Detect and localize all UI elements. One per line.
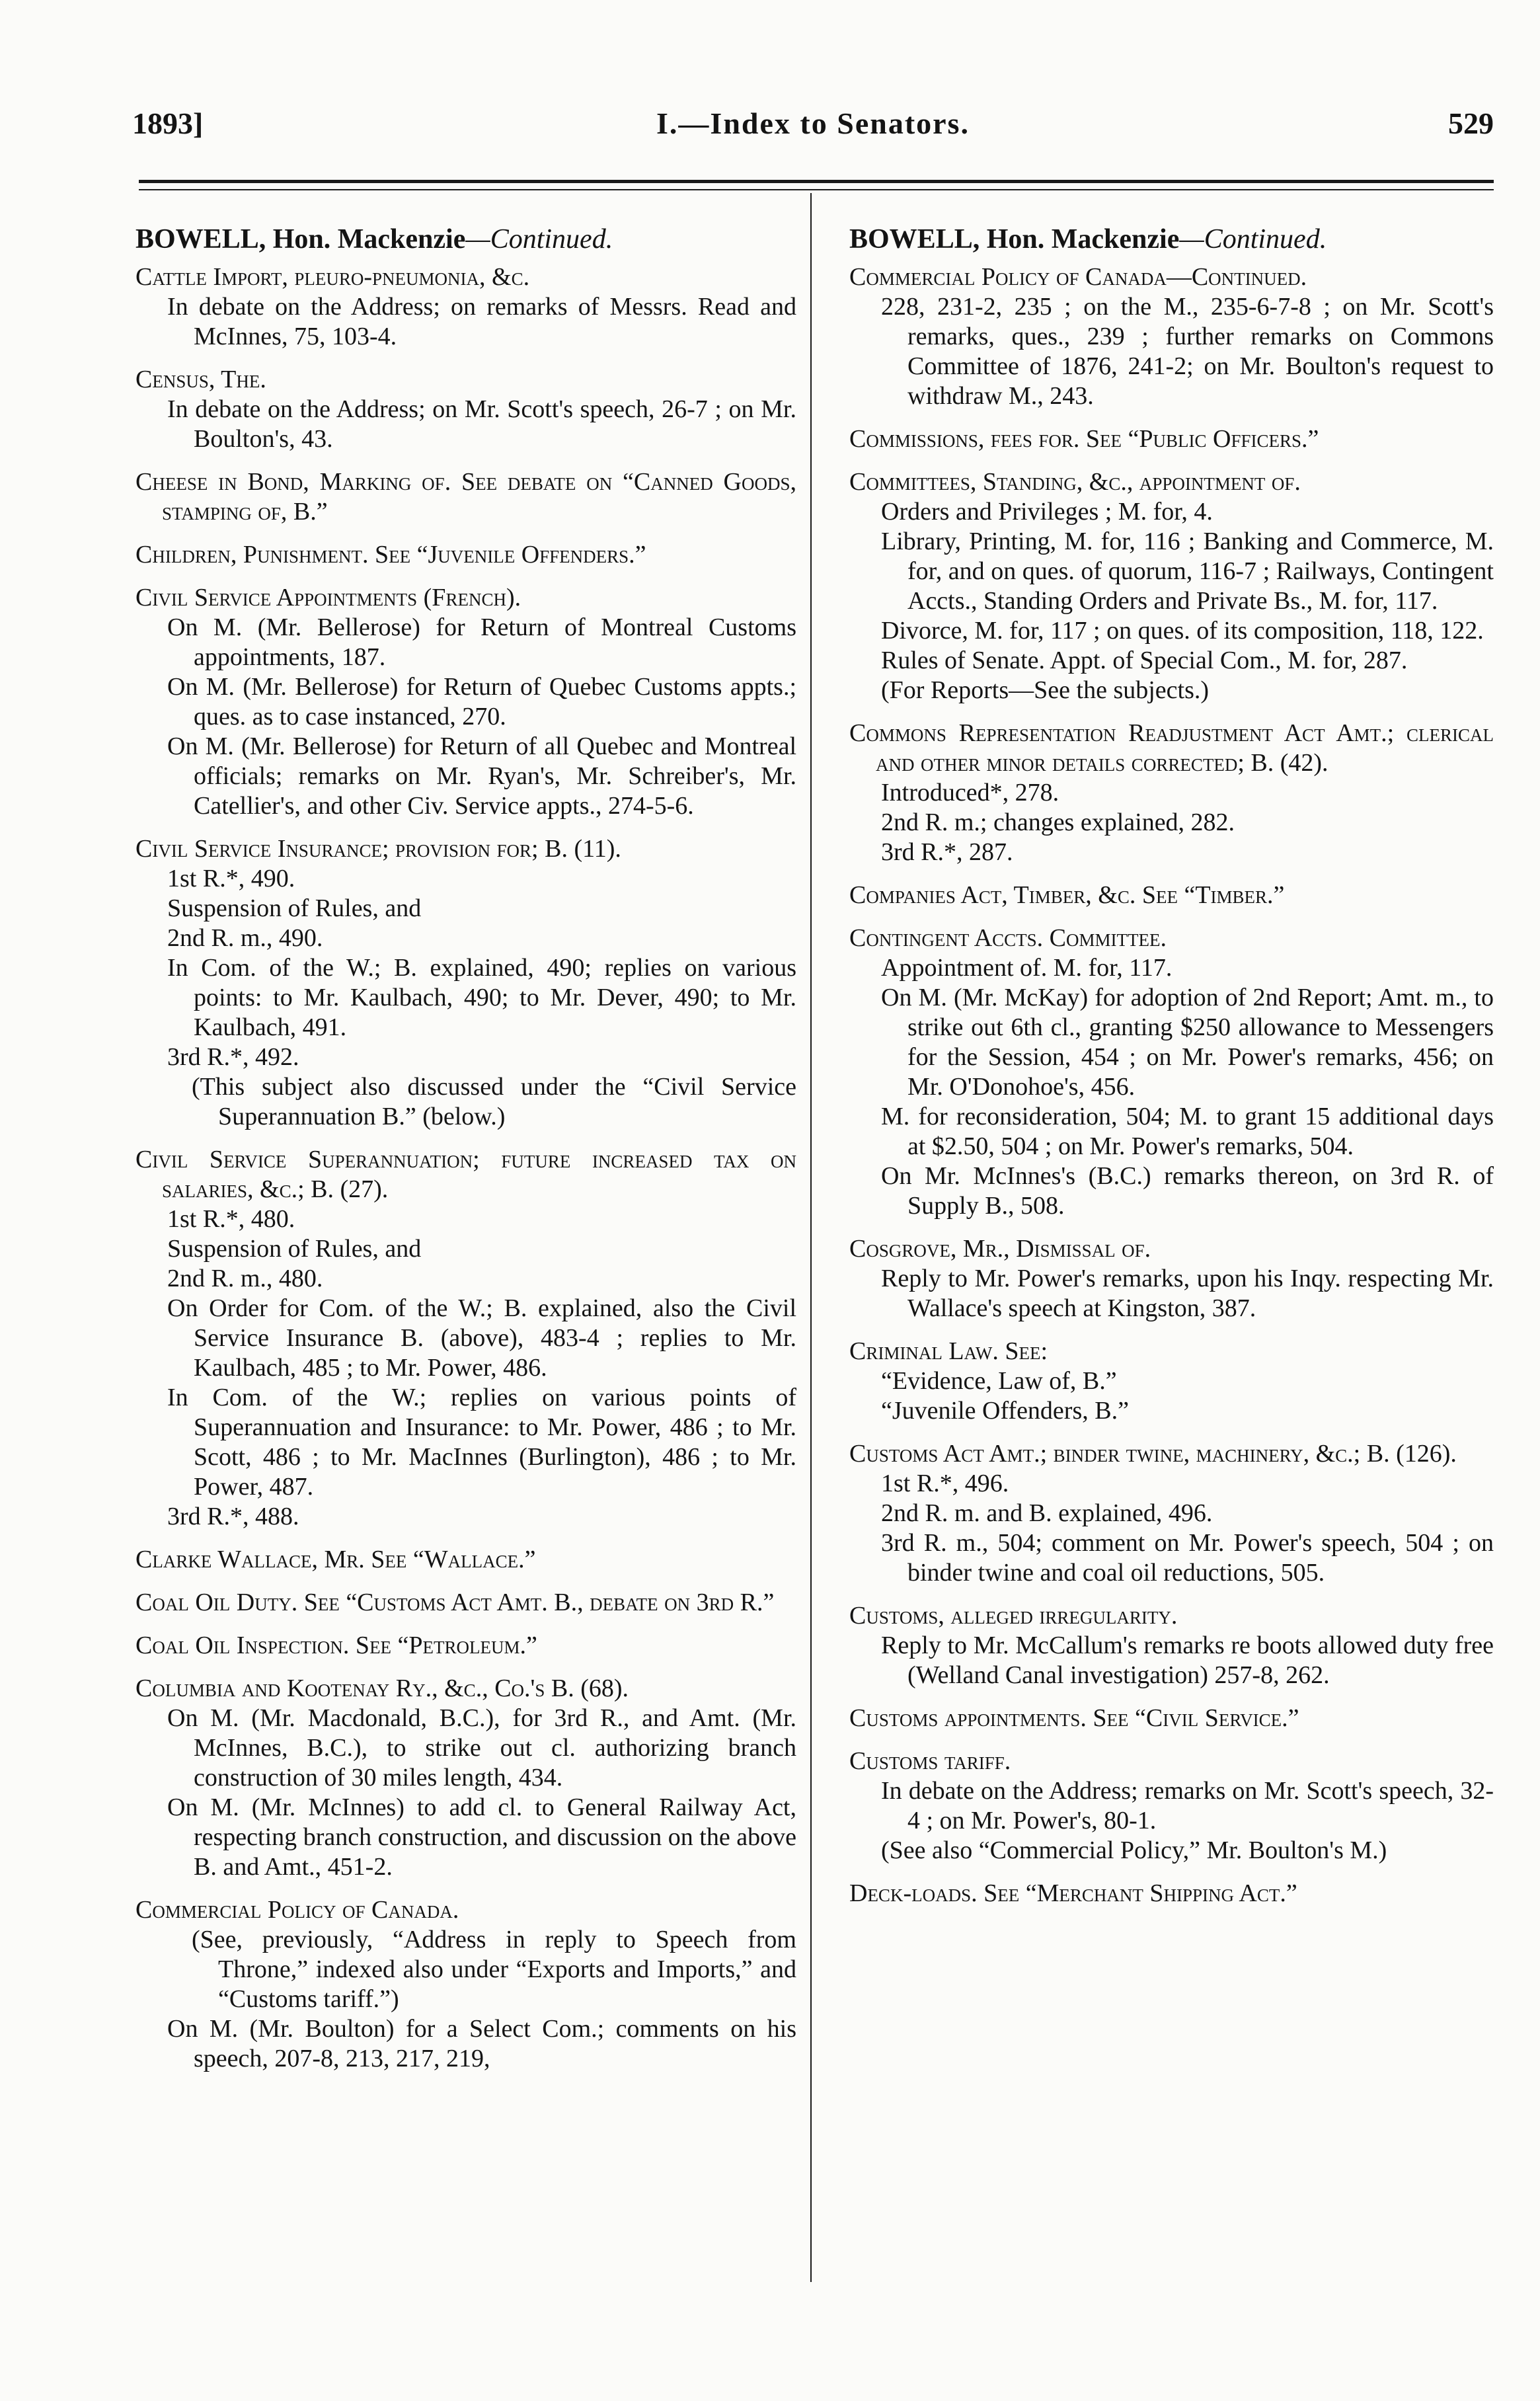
index-entry — [849, 1337, 1494, 1426]
entry-title: Census, The. — [135, 366, 266, 393]
left-column — [135, 221, 796, 2087]
index-entry — [135, 1674, 796, 1882]
entry-line: 1st R.*, 496. — [881, 1470, 1009, 1497]
entry-line: Rules of Senate. Appt. of Special Com., M. for, 287. — [881, 647, 1408, 674]
index-entry — [849, 924, 1494, 1221]
entry-line: On M. (Mr. Bellerose) for Return of Quebec Customs appts.; ques. as to case instanced, 270. — [167, 673, 796, 730]
index-entry — [135, 1545, 796, 1575]
index-entry — [849, 1439, 1494, 1588]
entry-title: Customs, alleged irregularity. — [849, 1602, 1178, 1630]
index-entry — [135, 834, 796, 1132]
entry-line: On M. (Mr. Bellerose) for Return of all Quebec and Montreal officials; remarks on Mr. Ryan's, Mr. Schreiber's, Mr. Catellier's, and other Civ. Service appts., 274-5-6. — [167, 732, 796, 820]
entry-title: Commercial Policy of Canada. — [135, 1896, 459, 1924]
entry-line: Suspension of Rules, and — [167, 894, 422, 922]
entry-title: Coal Oil Duty. See “Customs Act Amt. B., debate on 3rd R.” — [135, 1589, 775, 1616]
entry-line: Divorce, M. for, 117 ; on ques. of its composition, 118, 122. — [881, 617, 1484, 645]
entry-line: Reply to Mr. McCallum's remarks re boots allowed duty free (Welland Canal investigation) 257-8, 262. — [881, 1632, 1494, 1689]
right-column — [849, 221, 1494, 1922]
entry-line: 3rd R. m., 504; comment on Mr. Power's speech, 504 ; on binder twine and coal oil reductions, 505. — [881, 1529, 1494, 1587]
right-heading-continued: —Continued. — [1179, 224, 1327, 255]
index-entry — [849, 1234, 1494, 1323]
entry-line: (For Reports—See the subjects.) — [881, 676, 1210, 704]
entry-line: (See also “Commercial Policy,” Mr. Boulton's M.) — [881, 1836, 1387, 1864]
entry-title: Deck-loads. See “Merchant Shipping Act.” — [849, 1879, 1297, 1907]
entry-line: Library, Printing, M. for, 116 ; Banking and Commerce, M. for, and on ques. of quorum, 116-7 ; Railways, Contingent Accts., Standing Orders and Private Bs., M. for, 117. — [881, 528, 1494, 615]
entry-title: Customs appointments. See “Civil Service.” — [849, 1704, 1299, 1732]
entry-line: On Order for Com. of the W.; B. explained, also the Civil Service Insurance B. (above), 483-4 ; replies to Mr. Kaulbach, 485 ; to Mr. Power, 486. — [167, 1294, 796, 1382]
entry-line: On M. (Mr. McKay) for adoption of 2nd Report; Amt. m., to strike out 6th cl., granting $250 allowance to Messengers for the Session, 454 ; on Mr. Power's remarks, 456; on Mr. O'Donohoe's, 456. — [881, 984, 1494, 1101]
entry-title: Criminal Law. See: — [849, 1337, 1048, 1365]
index-entry — [849, 424, 1494, 454]
index-entry — [849, 1747, 1494, 1866]
entry-title: Children, Punishment. See “Juvenile Offenders.” — [135, 541, 646, 569]
entry-title: Cattle Import, pleuro-pneumonia, &c. — [135, 263, 530, 291]
header-rule-thick — [139, 180, 1494, 183]
header-year: 1893] — [132, 106, 204, 140]
index-entry — [135, 583, 796, 821]
entry-line: In debate on the Address; on remarks of Messrs. Read and McInnes, 75, 103-4. — [167, 293, 796, 350]
entry-line: Introduced*, 278. — [881, 779, 1059, 807]
entry-title: Civil Service Insurance; provision for; B. (11). — [135, 835, 621, 863]
entry-line: In Com. of the W.; replies on various points of Superannuation and Insurance: to Mr. Power, 486 ; to Mr. Scott, 486 ; to Mr. MacInnes (Burlington), 486 ; to Mr. Power, 487. — [167, 1384, 796, 1501]
entry-line: In debate on the Address; on Mr. Scott's speech, 26-7 ; on Mr. Boulton's, 43. — [167, 395, 796, 453]
entry-title: Companies Act, Timber, &c. See “Timber.” — [849, 881, 1285, 909]
index-entry — [135, 467, 796, 527]
entry-line: In Com. of the W.; B. explained, 490; replies on various points: to Mr. Kaulbach, 490; to Mr. Dever, 490; to Mr. Kaulbach, 491. — [167, 954, 796, 1041]
entry-line: Reply to Mr. Power's remarks, upon his Inqy. respecting Mr. Wallace's speech at Kingston, 387. — [881, 1265, 1494, 1322]
index-entry — [849, 1879, 1494, 1909]
entry-line: Orders and Privileges ; M. for, 4. — [881, 498, 1213, 526]
index-entry — [849, 467, 1494, 705]
index-entry — [135, 1895, 796, 2074]
right-heading-name: BOWELL, Hon. Mackenzie — [849, 224, 1180, 255]
entry-line: Suspension of Rules, and — [167, 1235, 422, 1263]
index-entry — [135, 1631, 796, 1661]
index-entry — [135, 262, 796, 352]
entry-title: Customs Act Amt.; binder twine, machinery, &c.; B. (126). — [849, 1440, 1457, 1468]
entry-title: Columbia and Kootenay Ry., &c., Co.'s B. (68). — [135, 1674, 629, 1702]
entry-line: 228, 231-2, 235 ; on the M., 235-6-7-8 ; on Mr. Scott's remarks, ques., 239 ; further remarks on Commons Committee of 1876, 241-2; on Mr. Boulton's request to withdraw M., 243. — [881, 293, 1494, 410]
entry-line: “Evidence, Law of, B.” — [881, 1367, 1117, 1395]
running-head — [132, 106, 1494, 145]
index-entry — [849, 881, 1494, 910]
entry-line: 2nd R. m., 490. — [167, 924, 323, 952]
entry-title: Civil Service Superannuation; future increased tax on salaries, &c.; B. (27). — [135, 1146, 796, 1203]
left-heading-name: BOWELL, Hon. Mackenzie — [135, 224, 466, 255]
page-number: 529 — [1448, 106, 1494, 140]
entry-title: Civil Service Appointments (French). — [135, 584, 521, 611]
index-entry — [849, 1601, 1494, 1690]
entry-line: 1st R.*, 490. — [167, 865, 295, 892]
entry-line: In debate on the Address; remarks on Mr. Scott's speech, 32-4 ; on Mr. Power's, 80-1. — [881, 1777, 1494, 1834]
entry-title: Contingent Accts. Committee. — [849, 924, 1167, 952]
header-rule-thin — [139, 189, 1494, 190]
index-entry — [849, 262, 1494, 411]
entry-title: Clarke Wallace, Mr. See “Wallace.” — [135, 1546, 536, 1573]
index-entry — [849, 1704, 1494, 1733]
entry-line: On M. (Mr. Macdonald, B.C.), for 3rd R., and Amt. (Mr. McInnes, B.C.), to strike out cl. authorizing branch construction of 30 miles length, 434. — [167, 1704, 796, 1791]
entry-line: On M. (Mr. Bellerose) for Return of Montreal Customs appointments, 187. — [167, 613, 796, 671]
entry-line: 3rd R.*, 287. — [881, 838, 1013, 866]
entry-line: “Juvenile Offenders, B.” — [881, 1397, 1129, 1425]
index-entry — [135, 1145, 796, 1532]
entry-title: Coal Oil Inspection. See “Petroleum.” — [135, 1632, 537, 1659]
entry-title: Cosgrove, Mr., Dismissal of. — [849, 1235, 1151, 1263]
entry-line: (See, previously, “Address in reply to Speech from Throne,” indexed also under “Exports and Imports,” and “Customs tariff.”) — [192, 1926, 796, 2013]
entry-line: On Mr. McInnes's (B.C.) remarks thereon, on 3rd R. of Supply B., 508. — [881, 1162, 1494, 1220]
index-entry — [135, 365, 796, 454]
entry-line: On M. (Mr. McInnes) to add cl. to General Railway Act, respecting branch construction, and discussion on the above B. and Amt., 451-2. — [167, 1793, 796, 1881]
entry-note: (This subject also discussed under the “Civil Service Superannuation B.” (below.) — [192, 1073, 796, 1130]
entry-line: M. for reconsideration, 504; M. to grant 15 additional days at $2.50, 504 ; on Mr. Power's remarks, 504. — [881, 1103, 1494, 1160]
entry-line: 2nd R. m.; changes explained, 282. — [881, 808, 1235, 836]
entry-line: 2nd R. m. and B. explained, 496. — [881, 1499, 1213, 1527]
entry-title: Customs tariff. — [849, 1747, 1011, 1775]
entry-title: Commercial Policy of Canada—Continued. — [849, 263, 1307, 291]
entry-line: 3rd R.*, 488. — [167, 1503, 299, 1530]
right-column-heading — [849, 221, 1494, 257]
entry-title: Committees, Standing, &c., appointment of. — [849, 468, 1301, 496]
header-title: I.—Index to Senators. — [656, 106, 970, 140]
index-entry — [135, 540, 796, 570]
column-divider — [810, 193, 812, 2282]
entry-line: 1st R.*, 480. — [167, 1205, 295, 1233]
entry-line: Appointment of. M. for, 117. — [881, 954, 1173, 982]
entry-title: Commissions, fees for. See “Public Officers.” — [849, 425, 1319, 453]
left-column-heading — [135, 221, 796, 257]
entry-title: Cheese in Bond, Marking of. See debate on “Canned Goods, stamping of, B.” — [135, 468, 796, 526]
index-entry — [849, 719, 1494, 867]
entry-line: On M. (Mr. Boulton) for a Select Com.; comments on his speech, 207-8, 213, 217, 219, — [167, 2015, 796, 2072]
entry-title: Commons Representation Readjustment Act Amt.; clerical and other minor details corrected; B. (42). — [849, 719, 1494, 777]
entry-line: 2nd R. m., 480. — [167, 1265, 323, 1292]
entry-line: 3rd R.*, 492. — [167, 1043, 299, 1071]
index-entry — [135, 1588, 796, 1618]
left-heading-continued: —Continued. — [465, 224, 613, 255]
